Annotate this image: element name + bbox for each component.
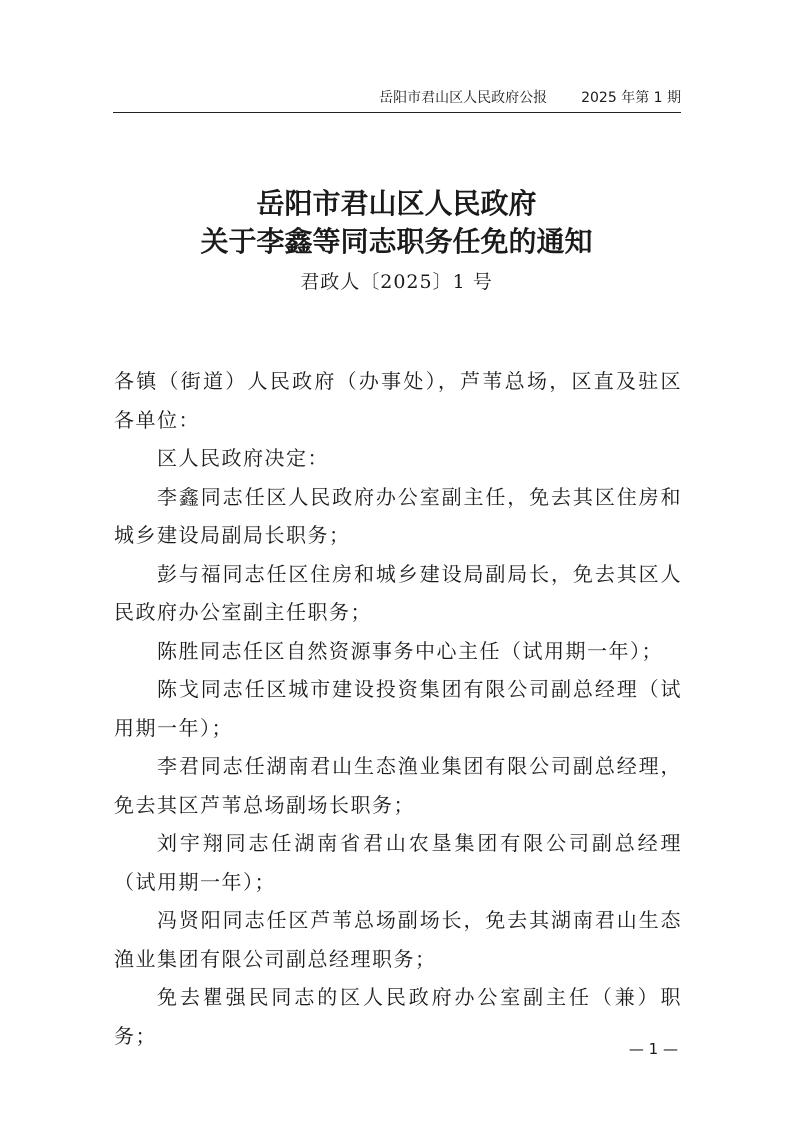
document-body: [114, 362, 682, 1055]
appointment-item: 陈戈同志任区城市建设投资集团有限公司副总经理（试用期一年）；: [114, 677, 682, 740]
appointment-item: 刘宇翔同志任湖南省君山农垦集团有限公司副总经理（试用期一年）；: [114, 831, 682, 894]
document-title-line-1: 岳阳市君山区人民政府: [256, 187, 537, 220]
document-title-line-2: 关于李鑫等同志职务任免的通知: [200, 225, 593, 258]
appointment-item: 李君同志任湖南君山生态渔业集团有限公司副总经理，免去其区芦苇总场副场长职务；: [114, 754, 682, 817]
decision-intro: 区人民政府决定：: [157, 446, 329, 470]
page-header: [113, 88, 681, 113]
appointment-item: 彭与福同志任区住房和城乡建设局副局长，免去其区人民政府办公室副主任职务；: [114, 561, 682, 624]
issue-number: 2025 年第 1 期: [581, 90, 681, 106]
appointment-item: 李鑫同志任区人民政府办公室副主任，免去其区住房和城乡建设局副局长职务；: [114, 484, 682, 547]
appointment-item: 冯贤阳同志任区芦苇总场副场长，免去其湖南君山生态渔业集团有限公司副总经理职务；: [114, 908, 682, 971]
appointment-item: 陈胜同志任区自然资源事务中心主任（试用期一年）；: [157, 638, 663, 663]
addressee-paragraph: 各镇（街道）人民政府（办事处），芦苇总场，区直及驻区各单位：: [114, 369, 682, 432]
publication-name: 岳阳市君山区人民政府公报: [379, 90, 548, 106]
removal-item: 免去瞿强民同志的区人民政府办公室副主任（兼）职务；: [114, 985, 682, 1048]
document-number: 君政人〔2025〕1 号: [300, 271, 493, 293]
page-number: — 1 —: [628, 1040, 678, 1058]
